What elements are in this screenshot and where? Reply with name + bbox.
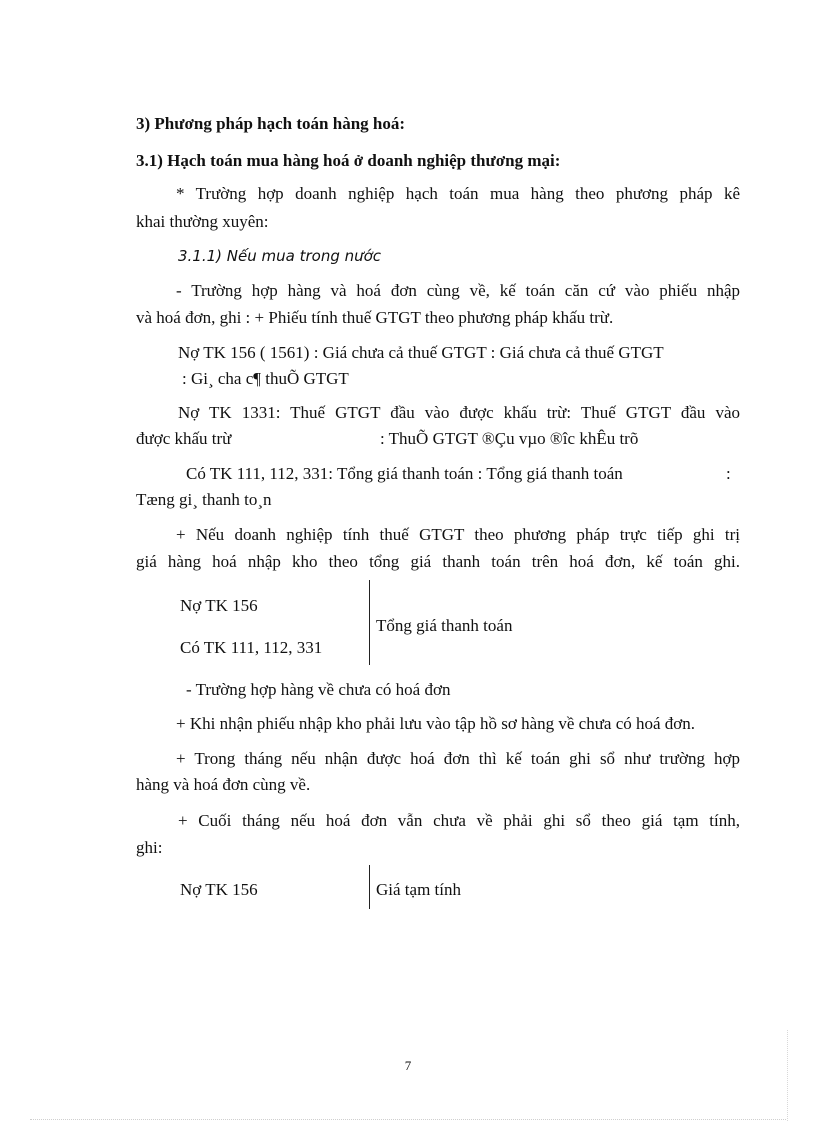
case2-a: + Khi nhận phiếu nhập kho phải lưu vào tập hồ sơ hàng về chưa có hoá đơn. bbox=[176, 714, 696, 733]
case2-c-line-2: ghi: bbox=[136, 838, 163, 857]
intro-line-2: khai thường xuyên: bbox=[136, 212, 269, 231]
entry2-line-2-text: được khấu trừ bbox=[136, 429, 232, 448]
subsection-heading: 3.1) Hạch toán mua hàng hoá ở doanh nghiệp thương mại: bbox=[136, 151, 561, 170]
entry3-line-1: Có TK 111, 112, 331: Tổng giá thanh toán : Tổng giá thanh toán bbox=[186, 464, 623, 483]
table1-amount: Tổng giá thanh toán bbox=[376, 616, 513, 635]
table2-divider bbox=[369, 865, 370, 909]
intro-line-1: * Trường hợp doanh nghiệp hạch toán mua hàng theo phương pháp kê bbox=[176, 184, 740, 203]
case2-c-line-1: + Cuối tháng nếu hoá đơn vẫn chưa về phải ghi sổ theo giá tạm tính, bbox=[178, 811, 740, 830]
direct-line-1: + Nếu doanh nghiệp tính thuế GTGT theo phương pháp trực tiếp ghi trị bbox=[176, 525, 740, 544]
item-heading: 3.1.1) Nếu mua trong nước bbox=[178, 247, 382, 265]
entry1-line-2: : Gi¸ cha c¶ thuÕ GTGT bbox=[182, 369, 349, 388]
entry2-line-1: Nợ TK 1331: Thuế GTGT đầu vào được khấu trừ: Thuế GTGT đầu vào bbox=[178, 403, 740, 422]
entry1-line-1: Nợ TK 156 ( 1561) : Giá chưa cả thuế GTGT : Giá chưa cả thuế GTGT bbox=[178, 343, 664, 362]
section-heading: 3) Phương pháp hạch toán hàng hoá: bbox=[136, 114, 406, 133]
table1-credit: Có TK 111, 112, 331 bbox=[180, 638, 323, 657]
entry3-line-2: Tæng gi¸ thanh to¸n bbox=[136, 490, 272, 509]
page-bottom-border bbox=[30, 1119, 786, 1120]
direct-line-2: giá hàng hoá nhập kho theo tổng giá thanh toán trên hoá đơn, kế toán ghi. bbox=[136, 552, 740, 571]
entry2-line-2-legacy: : ThuÕ GTGT ®Çu vµo ®îc khÊu trõ bbox=[380, 429, 639, 448]
case1-line-1: - Trường hợp hàng và hoá đơn cùng về, kế toán căn cứ vào phiếu nhập bbox=[176, 281, 740, 300]
entry3-colon: : bbox=[726, 464, 731, 483]
table1-debit: Nợ TK 156 bbox=[180, 596, 258, 615]
page-side-border bbox=[787, 1030, 788, 1121]
table1-divider bbox=[369, 580, 370, 665]
case2-b-line-1: + Trong tháng nếu nhận được hoá đơn thì kế toán ghi sổ như trường hợp bbox=[176, 749, 740, 768]
case2-b-line-2: hàng và hoá đơn cùng về. bbox=[136, 775, 311, 794]
case2-heading: - Trường hợp hàng về chưa có hoá đơn bbox=[186, 680, 451, 699]
table2-debit: Nợ TK 156 bbox=[180, 880, 258, 899]
table2-amount: Giá tạm tính bbox=[376, 880, 461, 899]
page-number: 7 bbox=[404, 1058, 412, 1073]
case1-line-2: và hoá đơn, ghi : + Phiếu tính thuế GTGT theo phương pháp khấu trừ. bbox=[136, 308, 614, 327]
